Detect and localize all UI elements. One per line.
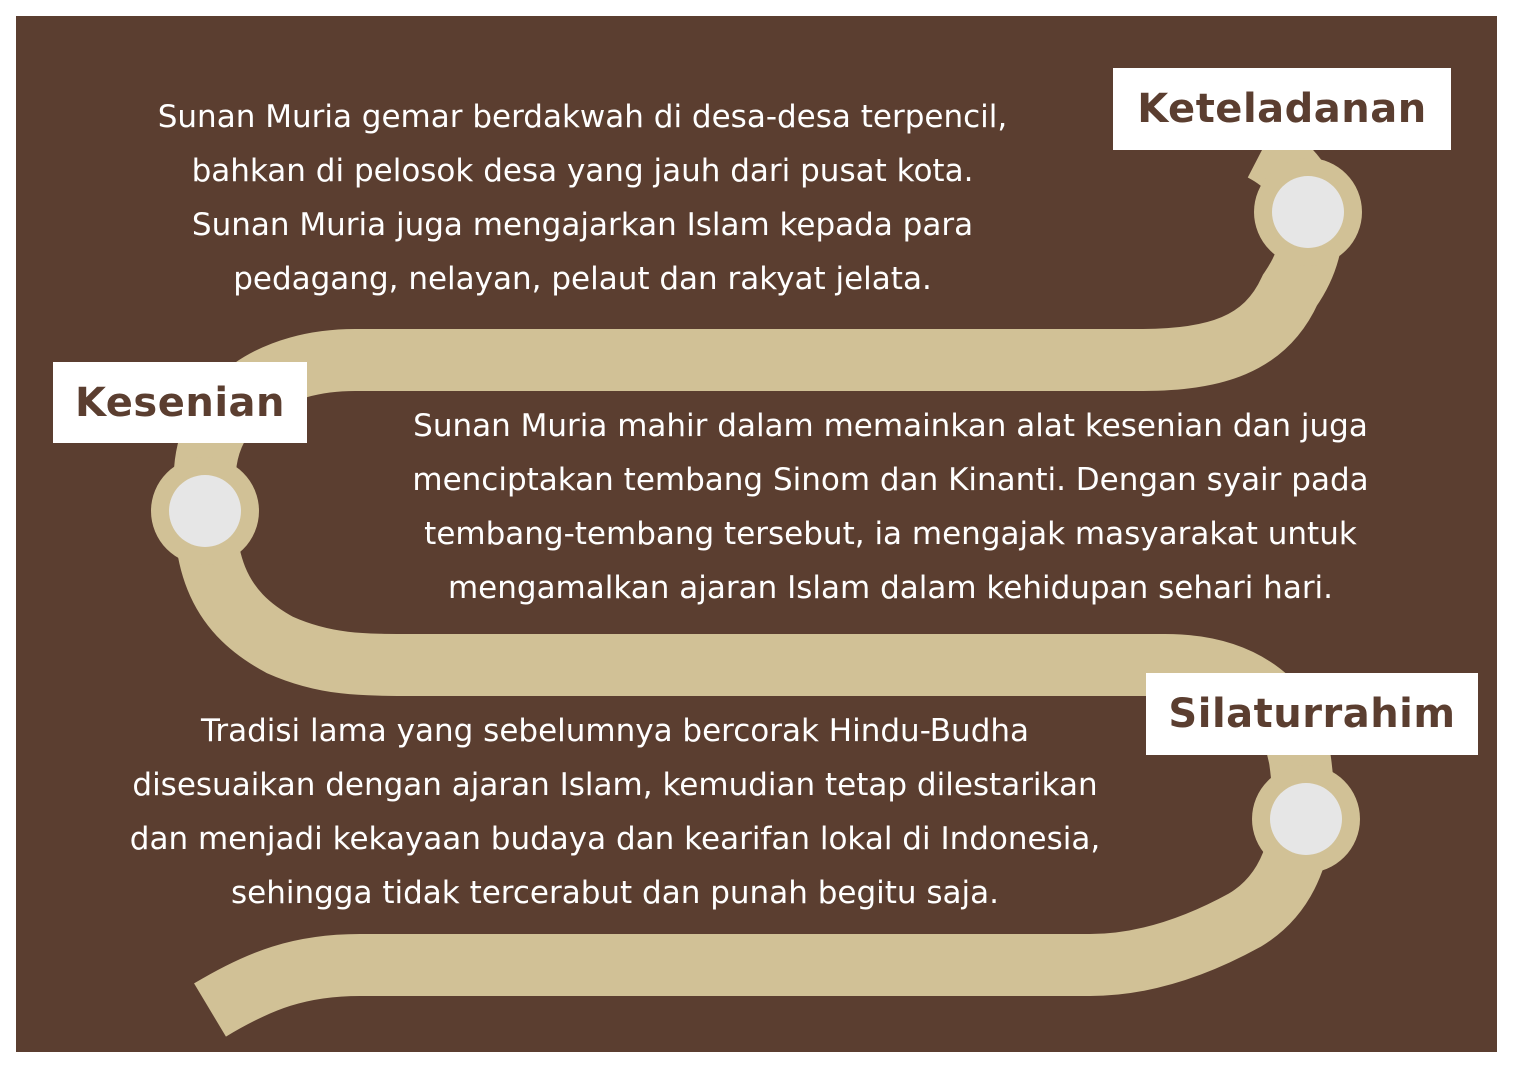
timeline-node-keteladanan-inner <box>1272 176 1344 248</box>
description-line: bahkan di pelosok desa yang jauh dari pusat kota. <box>191 153 974 189</box>
keteladanan-description <box>60 90 1105 306</box>
kesenian-description <box>318 399 1463 615</box>
description-line: Sunan Muria juga mengajarkan Islam kepada para <box>191 207 974 243</box>
description-line: tembang-tembang tersebut, ia mengajak masyarakat untuk <box>424 516 1357 552</box>
description-line: sehingga tidak tercerabut dan punah begitu saja. <box>230 875 1000 911</box>
section-label-silaturrahim: Silaturrahim <box>1146 673 1478 755</box>
description-line: Tradisi lama yang sebelumnya bercorak Hindu-Budha <box>200 713 1030 749</box>
description-line: menciptakan tembang Sinom dan Kinanti. Dengan syair pada <box>412 462 1369 498</box>
description-line: disesuaikan dengan ajaran Islam, kemudian tetap dilestarikan <box>132 767 1098 803</box>
description-line: pedagang, nelayan, pelaut dan rakyat jelata. <box>233 261 932 297</box>
timeline-node-kesenian-inner <box>169 475 241 547</box>
timeline-node-silaturrahim-inner <box>1270 783 1342 855</box>
description-line: Sunan Muria gemar berdakwah di desa-desa terpencil, <box>157 99 1008 135</box>
description-line: mengamalkan ajaran Islam dalam kehidupan sehari hari. <box>447 570 1334 606</box>
description-line: dan menjadi kekayaan budaya dan kearifan lokal di Indonesia, <box>129 821 1101 857</box>
silaturrahim-description <box>30 704 1200 920</box>
section-label-keteladanan: Keteladanan <box>1113 68 1451 150</box>
section-label-kesenian: Kesenian <box>53 362 307 443</box>
description-line: Sunan Muria mahir dalam memainkan alat kesenian dan juga <box>413 408 1368 444</box>
